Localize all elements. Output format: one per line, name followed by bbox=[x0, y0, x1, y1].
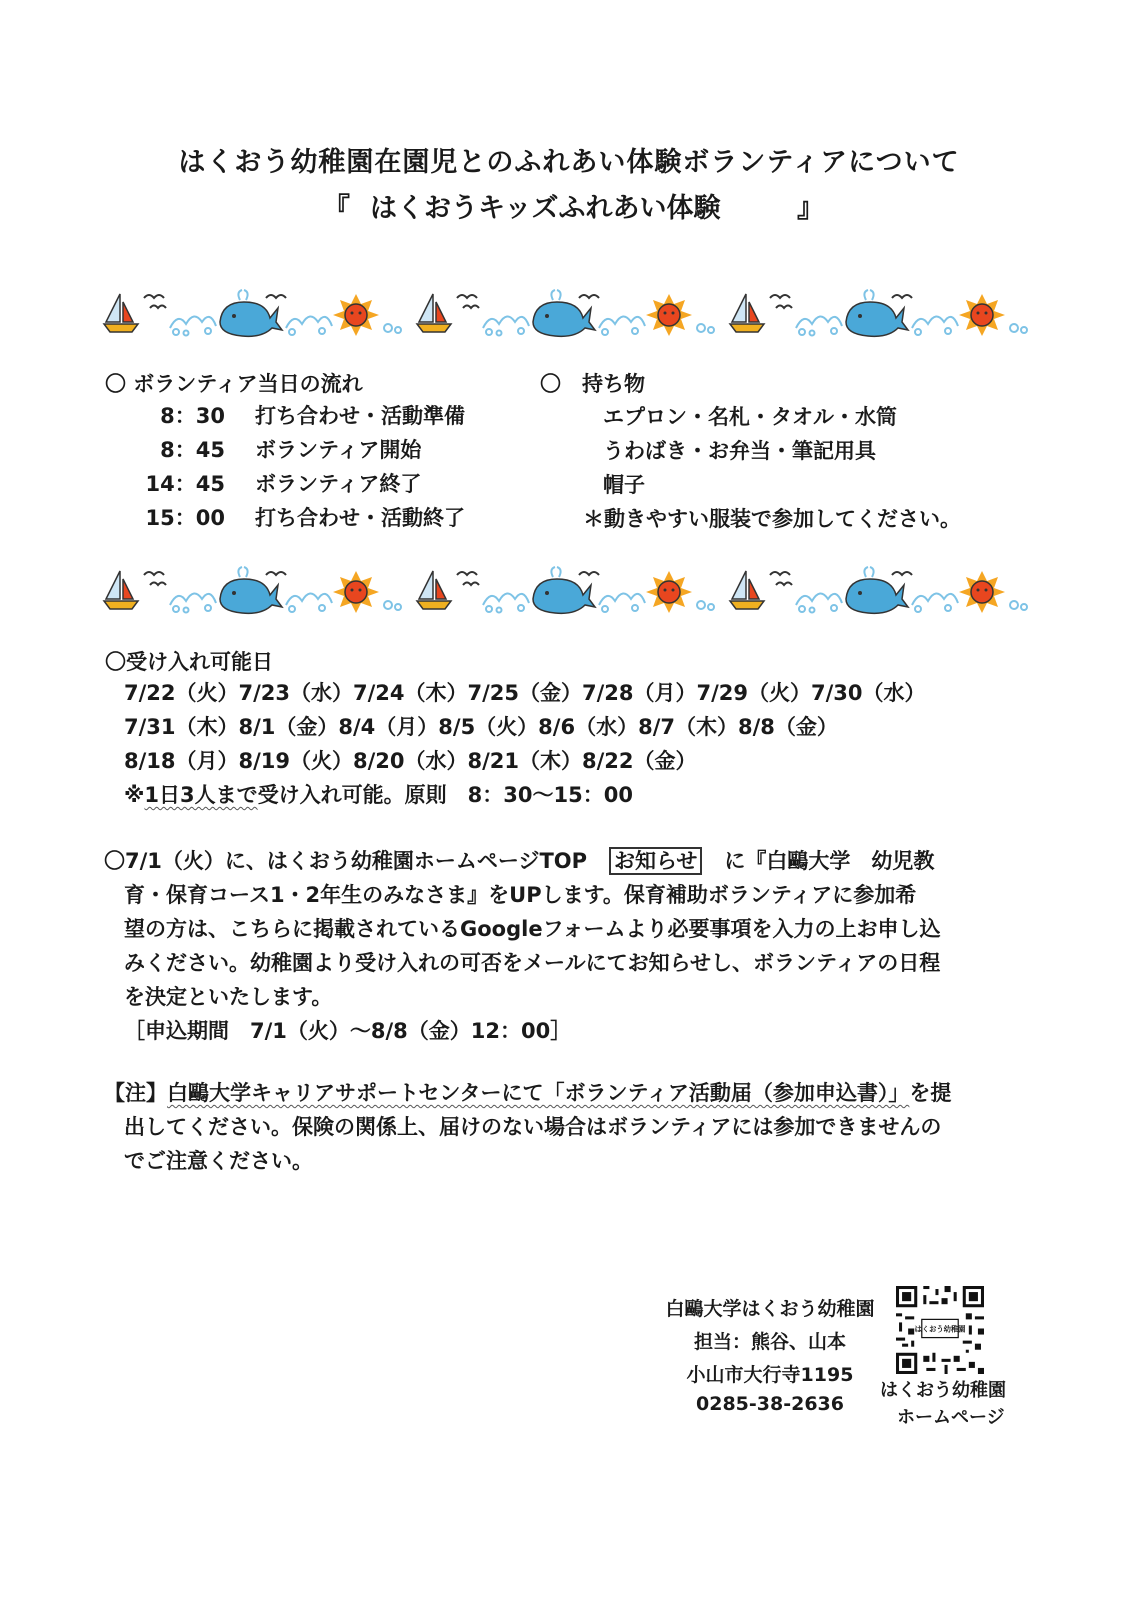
subtitle-text: はくおうキッズふれあい体験 bbox=[370, 193, 721, 224]
belongings-heading: 〇 持ち物 bbox=[540, 372, 645, 396]
schedule-activity: 打ち合わせ・活動準備 bbox=[255, 404, 465, 428]
footer-org: 白鷗大学はくおう幼稚園 bbox=[665, 1298, 875, 1320]
seagull-icon bbox=[144, 295, 166, 308]
dates-line: 7/31（木）8/1（金）8/4（月）8/5（火）8/6（水）8/7（木）8/8（金） bbox=[124, 715, 838, 739]
application-line: 育・保育コース1・2年生のみなさま』をUPします。保育補助ボランティアに参加希 bbox=[124, 883, 917, 907]
schedule-heading: 〇 ボランティア当日の流れ bbox=[105, 372, 363, 396]
schedule-time: 14：45 bbox=[145, 472, 225, 496]
application-line: 望の方は、こちらに掲載されているGoogleフォームより必要事項を入力の上お申し込 bbox=[124, 917, 941, 941]
schedule-activity: ボランティア終了 bbox=[255, 472, 422, 496]
schedule-row bbox=[100, 434, 500, 464]
caution-line bbox=[104, 1076, 951, 1110]
schedule-row bbox=[100, 502, 500, 532]
application-line bbox=[104, 844, 934, 878]
caution-label: 【注】 bbox=[104, 1081, 167, 1105]
qr-label-line2: ホームページ bbox=[897, 1407, 1005, 1428]
footer-phone: 0285-38-2636 bbox=[696, 1393, 844, 1415]
sailboat-icon bbox=[104, 294, 138, 332]
belongings-line: うわばき・お弁当・筆記用具 bbox=[603, 439, 876, 463]
sun-icon bbox=[333, 294, 379, 336]
schedule-list bbox=[100, 400, 500, 540]
belongings-line: 帽子 bbox=[603, 473, 645, 497]
dates-line: 7/22（火）7/23（水）7/24（木）7/25（金）7/28（月）7/29（火）7/30（水） bbox=[124, 681, 926, 705]
qr-code-icon[interactable] bbox=[896, 1286, 984, 1374]
subtitle-open-bracket: 『 bbox=[323, 193, 350, 224]
application-line1-start: 〇7/1（火）に、はくおう幼稚園ホームページTOP bbox=[104, 849, 588, 873]
qr-label-line1: はくおう幼稚園 bbox=[880, 1380, 1006, 1401]
wave-icon bbox=[170, 316, 216, 335]
application-line1-end: に『白鷗大学 幼児教 bbox=[724, 849, 935, 873]
caution-underlined: 白鷗大学キャリアサポートセンターにて「ボランティア活動届（参加申込書）」 bbox=[167, 1081, 910, 1105]
decorative-banner-bottom bbox=[100, 565, 1040, 615]
footer-contact: 担当：熊谷、山本 bbox=[693, 1331, 846, 1353]
footer-address: 小山市大行寺1195 bbox=[686, 1364, 854, 1386]
schedule-row bbox=[100, 400, 500, 430]
caution-line1-rest: を提 bbox=[909, 1081, 952, 1105]
page-title: はくおう幼稚園在園児とのふれあい体験ボランティアについて bbox=[178, 147, 960, 178]
dates-heading: 〇受け入れ可能日 bbox=[105, 650, 273, 674]
decorative-banner-top bbox=[100, 288, 1040, 338]
belongings-note: ＊動きやすい服装で参加してください。 bbox=[583, 507, 961, 531]
caution-line: 出してください。保険の関係上、届けのない場合はボランティアには参加できませんの bbox=[124, 1115, 942, 1139]
whale-icon bbox=[220, 290, 282, 336]
dates-line: 8/18（月）8/19（火）8/20（水）8/21（木）8/22（金） bbox=[124, 749, 697, 773]
application-line: を決定といたします。 bbox=[124, 985, 333, 1009]
notice-link[interactable]: お知らせ bbox=[609, 847, 702, 875]
schedule-activity: ボランティア開始 bbox=[255, 438, 422, 462]
dates-note bbox=[124, 778, 633, 812]
dates-note-prefix: ※ bbox=[124, 783, 145, 807]
dates-note-capacity: 1日3人まで bbox=[144, 783, 258, 807]
schedule-time: 8：30 bbox=[160, 404, 225, 428]
schedule-activity: 打ち合わせ・活動終了 bbox=[255, 506, 465, 530]
belongings-line: エプロン・名札・タオル・水筒 bbox=[603, 405, 897, 429]
qr-center-text: はくおう幼稚園 bbox=[914, 1324, 966, 1334]
dates-note-rest: 受け入れ可能。原則 8：30〜15：00 bbox=[257, 783, 633, 807]
application-period: ［申込期間 7/1（火）〜8/8（金）12：00］ bbox=[124, 1019, 572, 1043]
schedule-time: 8：45 bbox=[160, 438, 225, 462]
caution-line: でご注意ください。 bbox=[124, 1149, 313, 1173]
subtitle-close-bracket: 』 bbox=[797, 193, 824, 224]
schedule-time: 15：00 bbox=[145, 506, 225, 530]
schedule-row bbox=[100, 468, 500, 498]
application-line: みください。幼稚園より受け入れの可否をメールにてお知らせし、ボランティアの日程 bbox=[124, 951, 941, 975]
